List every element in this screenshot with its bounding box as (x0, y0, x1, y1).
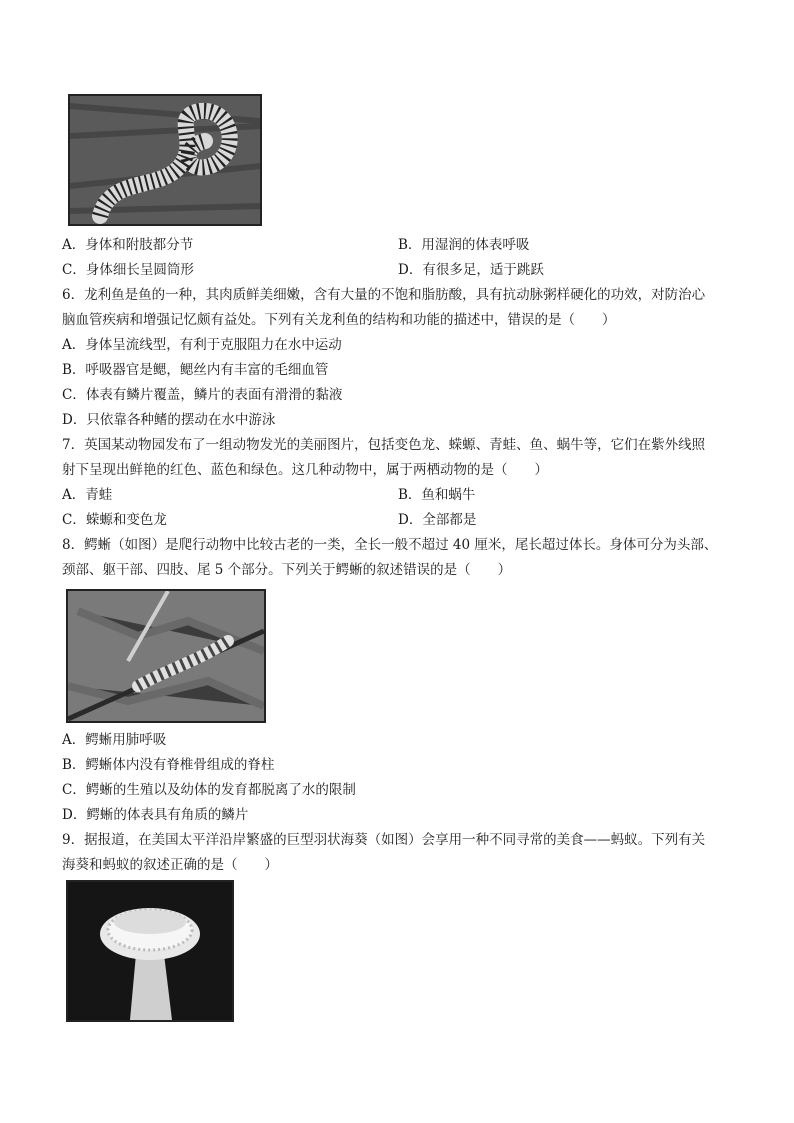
q9-stem-line2: 海葵和蚂蚁的叙述正确的是（ ） (62, 857, 278, 873)
q8-stem-line2: 颈部、躯干部、四肢、尾 5 个部分。下列关于鳄蜥的叙述错误的是（ ） (62, 562, 512, 578)
q9-stem-line1: 9．据报道，在美国太平洋沿岸繁盛的巨型羽状海葵（如图）会享用一种不同寻常的美食——蚂蚁。下列有关 (62, 832, 706, 848)
q7-stem-line1: 7．英国某动物园发布了一组动物发光的美丽图片，包括变色龙、蝾螈、青蛙、鱼、蜗牛等，它们在紫外线照 (62, 437, 706, 453)
q6-option-b[interactable]: B．呼吸器官是鳃，鳃丝内有丰富的毛细血管 (62, 362, 329, 378)
q6-stem-line2: 脑血管疾病和增强记忆颇有益处。下列有关龙利鱼的结构和功能的描述中，错误的是（ ） (62, 312, 616, 328)
q7-option-d[interactable]: D．全部都是 (398, 512, 477, 528)
q8-option-d[interactable]: D．鳄蜥的体表具有角质的鳞片 (62, 807, 249, 823)
q8-option-b[interactable]: B．鳄蜥体内没有脊椎骨组成的脊柱 (62, 757, 275, 773)
q7-stem-line2: 射下呈现出鲜艳的红色、蓝色和绿色。这几种动物中，属于两栖动物的是（ ） (62, 462, 548, 478)
q7-option-c[interactable]: C．蝾螈和变色龙 (62, 512, 167, 528)
sea-anemone-photo (66, 880, 234, 1022)
q8-stem-line1: 8．鳄蜥（如图）是爬行动物中比较古老的一类，全长一般不超过 40 厘米，尾长超过体长。身体可分为头部、 (62, 537, 718, 553)
millipede-illustration (70, 96, 260, 224)
q8-option-a[interactable]: A．鳄蜥用肺呼吸 (62, 732, 167, 748)
q5-option-d[interactable]: D．有很多足，适于跳跃 (398, 262, 544, 278)
q6-option-a[interactable]: A．身体呈流线型，有利于克服阻力在水中运动 (62, 337, 342, 353)
millipede-photo (68, 94, 262, 226)
q7-option-a[interactable]: A．青蛙 (62, 487, 113, 503)
crocodile-lizard-photo (66, 589, 266, 723)
crocodile-lizard-illustration (68, 591, 264, 721)
q5-option-c[interactable]: C．身体细长呈圆筒形 (62, 262, 194, 278)
sea-anemone-illustration (68, 882, 232, 1020)
q5-option-a[interactable]: A．身体和附肢都分节 (62, 237, 194, 253)
q6-stem-line1: 6．龙利鱼是鱼的一种，其肉质鲜美细嫩，含有大量的不饱和脂肪酸，具有抗动脉粥样硬化的功效，对防治心 (62, 287, 706, 303)
q5-option-b[interactable]: B．用湿润的体表呼吸 (398, 237, 530, 253)
q7-option-b[interactable]: B．鱼和蜗牛 (398, 487, 476, 503)
q6-option-d[interactable]: D．只依靠各种鳍的摆动在水中游泳 (62, 412, 276, 428)
q8-option-c[interactable]: C．鳄蜥的生殖以及幼体的发育都脱离了水的限制 (62, 782, 356, 798)
q6-option-c[interactable]: C．体表有鳞片覆盖，鳞片的表面有滑滑的黏液 (62, 387, 343, 403)
